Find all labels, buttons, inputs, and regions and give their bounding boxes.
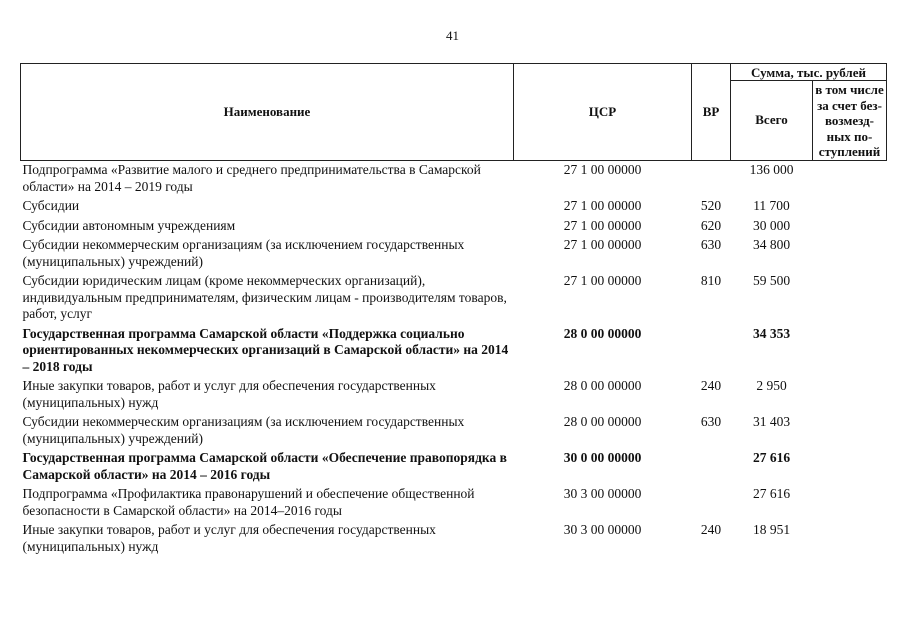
budget-table [20, 63, 887, 557]
cell-vr: 630 [700, 414, 722, 429]
cell-vr [692, 449, 731, 485]
cell-total: 59 500 [752, 273, 791, 288]
cell-free-receipts [813, 197, 887, 217]
header-sum: Сумма, тыс. рублей [731, 64, 887, 81]
cell-free-receipts [813, 161, 887, 198]
cell-name: Субсидии юридическим лицам (кроме некоммерческих организаций), индивидуальным предпринимателям, физическим лицам - производителям товаров, работ, услуг [22, 273, 507, 321]
table-header [21, 64, 887, 161]
cell-total: 136 000 [749, 162, 794, 177]
cell-name: Подпрограмма «Развитие малого и среднего предпринимательства в Самарской области» на 2014 – 2019 годы [22, 162, 481, 194]
cell-name: Государственная программа Самарской области «Обеспечение правопорядка в Самарской области» на 2014 – 2016 годы [22, 450, 507, 482]
header-name: Наименование [21, 64, 514, 161]
cell-total: 11 700 [753, 198, 790, 213]
header-vr: ВР [692, 64, 731, 161]
page-number: 41 [446, 28, 459, 43]
cell-vr [692, 485, 731, 521]
cell-name: Субсидии [22, 198, 80, 213]
cell-vr: 620 [700, 217, 722, 233]
cell-csr: 28 0 00 00000 [563, 325, 642, 341]
cell-name: Государственная программа Самарской области «Поддержка социально ориентированных некоммерческих организаций в Самарской области» на 2014 – 2018 годы [22, 325, 509, 374]
cell-name: Субсидии некоммерческим организациям (за исключением государственных (муниципальных) учреждений) [22, 414, 465, 446]
table-row [21, 161, 887, 198]
cell-free-receipts [813, 449, 887, 485]
table-row [21, 449, 887, 485]
cell-csr: 30 0 00 00000 [563, 450, 642, 465]
cell-csr: 27 1 00 00000 [563, 198, 642, 213]
cell-total: 18 951 [752, 522, 791, 537]
cell-free-receipts [813, 521, 887, 557]
table-row [21, 413, 887, 449]
header-total: Всего [731, 81, 813, 161]
cell-vr: 810 [700, 273, 722, 288]
table-row [21, 485, 887, 521]
table-row [21, 236, 887, 272]
header-free-receipts: в том числе за счет без-возмезд-ных по-ступлений [813, 81, 887, 161]
cell-free-receipts [813, 485, 887, 521]
table-row [21, 377, 887, 413]
cell-name: Субсидии автономным учреждениям [22, 217, 236, 233]
cell-name: Иные закупки товаров, работ и услуг для обеспечения государственных (муниципальных) нужд [22, 522, 436, 554]
cell-vr: 240 [700, 378, 722, 393]
cell-csr: 30 3 00 00000 [563, 486, 642, 501]
cell-vr: 520 [700, 198, 722, 213]
table-row [21, 521, 887, 557]
cell-name: Субсидии некоммерческим организациям (за исключением государственных (муниципальных) учреждений) [22, 237, 465, 269]
cell-csr: 27 1 00 00000 [563, 162, 642, 177]
cell-csr: 30 3 00 00000 [563, 522, 642, 537]
cell-total: 34 800 [752, 237, 791, 252]
cell-free-receipts [813, 217, 887, 237]
cell-total: 34 353 [752, 325, 791, 341]
cell-csr: 27 1 00 00000 [563, 273, 642, 288]
cell-csr: 28 0 00 00000 [563, 378, 642, 393]
table-row [21, 217, 887, 237]
cell-free-receipts [813, 377, 887, 413]
cell-total: 2 950 [756, 378, 787, 393]
cell-free-receipts [813, 272, 887, 325]
cell-free-receipts [813, 325, 887, 378]
cell-total: 31 403 [752, 414, 791, 429]
cell-csr: 27 1 00 00000 [563, 237, 642, 252]
table-row [21, 272, 887, 325]
table-row [21, 197, 887, 217]
cell-free-receipts [813, 236, 887, 272]
cell-vr [692, 161, 731, 198]
cell-csr: 27 1 00 00000 [563, 217, 642, 233]
cell-csr: 28 0 00 00000 [563, 414, 642, 429]
cell-vr: 630 [700, 237, 722, 252]
cell-name: Иные закупки товаров, работ и услуг для обеспечения государственных (муниципальных) нужд [22, 378, 436, 410]
cell-name: Подпрограмма «Профилактика правонарушений и обеспечение общественной безопасности в Самарской области» на 2014–2016 годы [22, 486, 475, 518]
table-body [21, 161, 887, 558]
cell-total: 27 616 [752, 450, 791, 465]
cell-total: 27 616 [752, 486, 791, 501]
cell-free-receipts [813, 413, 887, 449]
cell-total: 30 000 [752, 217, 791, 233]
cell-vr [692, 325, 731, 378]
table-row [21, 325, 887, 378]
cell-vr: 240 [700, 522, 722, 537]
header-csr: ЦСР [514, 64, 692, 161]
